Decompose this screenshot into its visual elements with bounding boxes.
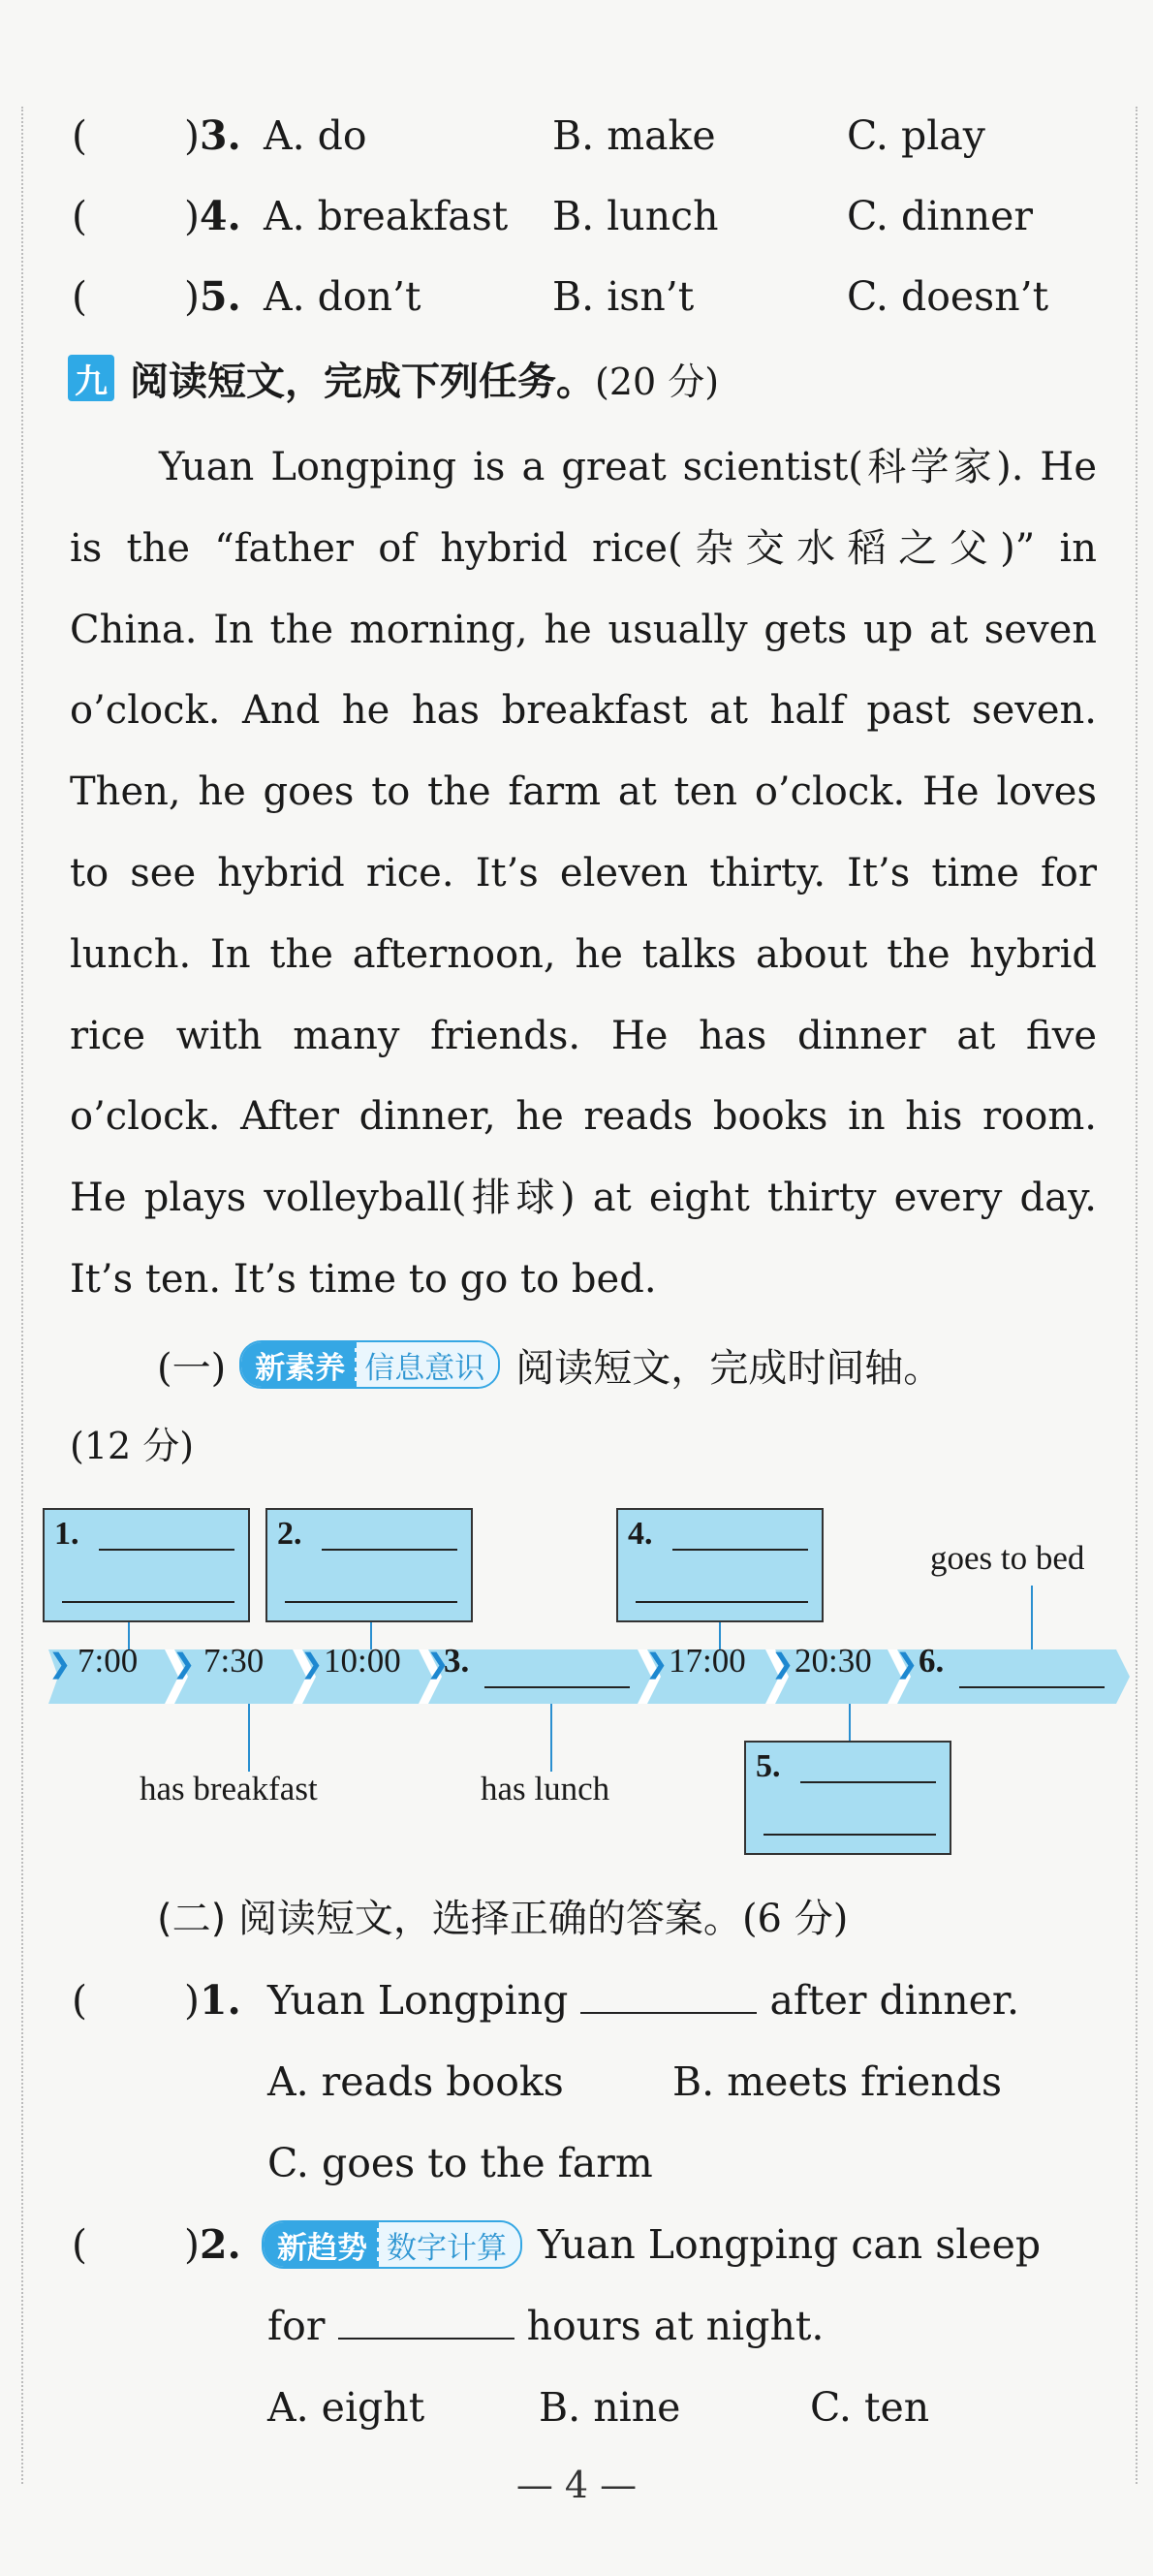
question-number: 5. bbox=[200, 273, 241, 320]
part2-instruction: 阅读短文，选择正确的答案。 bbox=[237, 1897, 742, 1941]
part2-label: (二) bbox=[157, 1897, 227, 1941]
connector-line bbox=[550, 1704, 552, 1772]
answer-blank bbox=[800, 1781, 936, 1783]
box-number: 2. bbox=[277, 1516, 302, 1552]
question-number: 3. bbox=[200, 112, 241, 159]
section-score: (20 分) bbox=[595, 360, 720, 403]
passage-line: is the “father of hybrid rice(杂交水稻之父)” in bbox=[70, 525, 1097, 571]
page-number: — 4 — bbox=[515, 2464, 638, 2506]
connector-line bbox=[1031, 1586, 1033, 1649]
question-stem-start: for bbox=[267, 2303, 326, 2349]
option-a: A. don’t bbox=[264, 273, 421, 320]
box-number: 5. bbox=[756, 1748, 781, 1784]
answer-blank bbox=[959, 1686, 1105, 1688]
connector-line bbox=[849, 1704, 851, 1741]
chevron-right-icon: ❯ bbox=[426, 1648, 450, 1680]
question-2-tag bbox=[262, 2220, 522, 2269]
answer-blank bbox=[484, 1686, 630, 1688]
tag-main: 新素养 bbox=[241, 1342, 355, 1387]
timeline-time: 7:30 bbox=[203, 1642, 265, 1680]
answer-paren-open: ( bbox=[72, 1977, 87, 2024]
passage-line: Then, he goes to the farm at ten o’clock. He loves bbox=[70, 770, 1097, 815]
option-c: C. dinner bbox=[847, 193, 1034, 239]
passage-line: He plays volleyball(排球) at eight thirty every day. bbox=[70, 1176, 1097, 1221]
box-number: 4. bbox=[628, 1516, 653, 1552]
question-stem-end: hours at night. bbox=[526, 2303, 825, 2349]
answer-blank bbox=[672, 1549, 808, 1551]
option-b: B. isn’t bbox=[552, 273, 695, 320]
tag-main: 新趋势 bbox=[264, 2222, 377, 2267]
option-a: A. do bbox=[264, 112, 367, 159]
part2-score: (6 分) bbox=[741, 1897, 849, 1941]
passage-line: It’s ten. It’s time to go to bed. bbox=[70, 1256, 657, 1302]
question-number: 2. bbox=[200, 2221, 241, 2268]
connector-line bbox=[128, 1622, 130, 1649]
answer-paren-close: ) bbox=[184, 273, 200, 320]
connector-line bbox=[248, 1704, 250, 1772]
option-b: B. lunch bbox=[552, 193, 719, 239]
label-has-lunch: has lunch bbox=[481, 1770, 610, 1807]
passage-line: o’clock. After dinner, he reads books in his room. bbox=[70, 1094, 1097, 1140]
chevron-right-icon: ❯ bbox=[48, 1648, 72, 1680]
passage-line: rice with many friends. He has dinner at five bbox=[70, 1013, 1097, 1058]
option-a: A. reads books bbox=[267, 2058, 564, 2105]
answer-blank bbox=[580, 2012, 757, 2014]
timeline-box-5 bbox=[744, 1741, 951, 1855]
timeline-blank-number: 3. bbox=[444, 1642, 470, 1680]
answer-blank bbox=[338, 2338, 514, 2340]
section-number-badge: 九 bbox=[68, 355, 114, 401]
answer-paren-close: ) bbox=[184, 2221, 200, 2268]
question-stem: Yuan Longping bbox=[267, 1977, 569, 2024]
question-number: 4. bbox=[200, 193, 241, 239]
option-b: B. make bbox=[552, 112, 716, 159]
part1-score: (12 分) bbox=[70, 1425, 195, 1467]
option-c: C. goes to the farm bbox=[267, 2140, 653, 2186]
timeline-box-1 bbox=[43, 1508, 250, 1622]
timeline-time: 10:00 bbox=[324, 1642, 401, 1680]
chevron-right-icon: ❯ bbox=[172, 1648, 196, 1680]
chevron-right-icon: ❯ bbox=[645, 1648, 669, 1680]
passage-line: to see hybrid rice. It’s eleven thirty. It’s time for bbox=[70, 850, 1097, 895]
question-stem-end: after dinner. bbox=[769, 1977, 1020, 2024]
passage-line: o’clock. And he has breakfast at half past seven. bbox=[70, 688, 1097, 734]
answer-blank bbox=[763, 1834, 936, 1836]
answer-blank bbox=[285, 1601, 457, 1603]
passage-line: China. In the morning, he usually gets up at seven bbox=[70, 607, 1097, 652]
tag-sub: 信息意识 bbox=[355, 1342, 498, 1387]
answer-blank bbox=[636, 1601, 808, 1603]
timeline-blank-number: 6. bbox=[919, 1642, 945, 1680]
answer-paren-open: ( bbox=[72, 193, 87, 239]
option-c: C. play bbox=[847, 112, 985, 159]
label-has-breakfast: has breakfast bbox=[140, 1770, 318, 1807]
part1-label: (一) bbox=[157, 1345, 227, 1391]
timeline-time: 20:30 bbox=[795, 1642, 872, 1680]
chevron-right-icon: ❯ bbox=[895, 1648, 919, 1680]
question-number: 1. bbox=[200, 1977, 241, 2024]
option-b: B. nine bbox=[539, 2384, 681, 2431]
passage-line: lunch. In the afternoon, he talks about the hybrid bbox=[70, 931, 1097, 977]
option-b: B. meets friends bbox=[672, 2058, 1002, 2105]
connector-line bbox=[370, 1622, 372, 1649]
tag-sub: 数字计算 bbox=[377, 2222, 520, 2267]
passage-line: Yuan Longping is a great scientist(科学家). He bbox=[159, 445, 1097, 489]
answer-paren-close: ) bbox=[184, 193, 200, 239]
answer-paren-open: ( bbox=[72, 273, 87, 320]
timeline-time: 17:00 bbox=[669, 1642, 746, 1680]
box-number: 1. bbox=[54, 1516, 79, 1552]
label-goes-to-bed: goes to bed bbox=[930, 1539, 1085, 1577]
answer-paren-close: ) bbox=[184, 112, 200, 159]
chevron-right-icon: ❯ bbox=[300, 1648, 324, 1680]
timeline-time: 7:00 bbox=[78, 1642, 139, 1680]
answer-paren-close: ) bbox=[184, 1977, 200, 2024]
timeline-box-2 bbox=[265, 1508, 473, 1622]
timeline-box-4 bbox=[616, 1508, 824, 1622]
answer-blank bbox=[62, 1601, 234, 1603]
answer-blank bbox=[322, 1549, 457, 1551]
connector-line bbox=[719, 1622, 721, 1649]
section-title: 阅读短文，完成下列任务。 bbox=[130, 359, 595, 404]
answer-paren-open: ( bbox=[72, 2221, 87, 2268]
option-c: C. ten bbox=[810, 2384, 930, 2431]
option-a: A. eight bbox=[267, 2384, 425, 2431]
option-a: A. breakfast bbox=[264, 193, 509, 239]
part1-instruction: 阅读短文，完成时间轴。 bbox=[515, 1345, 943, 1391]
answer-paren-open: ( bbox=[72, 112, 87, 159]
part2-heading bbox=[157, 1890, 848, 1948]
answer-blank bbox=[99, 1549, 234, 1551]
option-c: C. doesn’t bbox=[847, 273, 1049, 320]
chevron-right-icon: ❯ bbox=[771, 1648, 795, 1680]
question-stem: Yuan Longping can sleep bbox=[538, 2221, 1042, 2268]
